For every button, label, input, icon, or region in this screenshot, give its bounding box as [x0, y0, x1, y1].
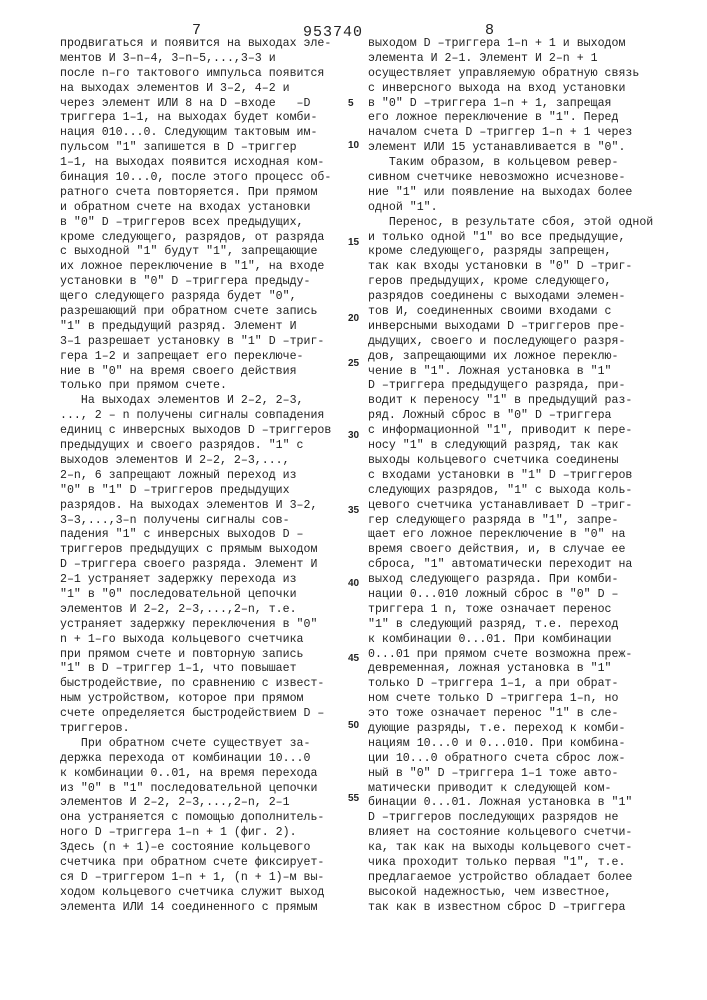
text-line: падения "1" с инверсных выходов D –	[60, 528, 331, 543]
text-line: быстродействие, по сравнению с извест-	[60, 677, 331, 692]
text-line: n + 1–го выхода кольцевого счетчика	[60, 633, 331, 648]
text-line: дов, запрещающими их ложное переклю-	[368, 350, 653, 365]
text-line: элементов И 2–2, 2–3,...,2–n, т.е.	[60, 603, 331, 618]
text-line: геров предыдущих, кроме следующего,	[368, 275, 653, 290]
text-line: в "0" D –триггера 1–n + 1, запрещая	[368, 97, 653, 112]
text-line: 0...01 при прямом счете возможна преж-	[368, 648, 653, 663]
text-line: разрешающий при обратном счете запись	[60, 305, 331, 320]
text-line: 3–3,...,3–n получены сигналы сов-	[60, 514, 331, 529]
line-number: 10	[348, 140, 359, 151]
text-line: Перенос, в результате сбоя, этой одной	[368, 216, 653, 231]
text-line: матически приводит к следующей ком-	[368, 782, 653, 797]
text-line: ходом кольцевого счетчика служит выход	[60, 886, 331, 901]
text-line: ряд. Ложный сброс в "0" D –триггера	[368, 409, 653, 424]
text-line: На выходах элементов И 2–2, 2–3,	[60, 394, 331, 409]
text-line: одной "1".	[368, 201, 653, 216]
text-line: из "0" в "1" последовательной цепочки	[60, 782, 331, 797]
text-line: 2–n, 6 запрещают ложный переход из	[60, 469, 331, 484]
text-line: при прямом счете и повторную запись	[60, 648, 331, 663]
text-line: ного D –триггера 1–n + 1 (фиг. 2).	[60, 826, 331, 841]
text-line: дыдущих, своего и последующего разря-	[368, 335, 653, 350]
text-line: с инверсного выхода на вход установки	[368, 82, 653, 97]
text-line: следующих разрядов, "1" с выхода коль-	[368, 484, 653, 499]
text-line: девременная, ложная установка в "1"	[368, 662, 653, 677]
text-line: носу "1" в следующий разряд, так как	[368, 439, 653, 454]
text-line: триггера 1 n, тоже означает перенос	[368, 603, 653, 618]
text-line: дующие разряды, т.е. переход к комби-	[368, 722, 653, 737]
text-line: к комбинации 0..01, на время перехода	[60, 767, 331, 782]
line-number: 35	[348, 505, 359, 516]
text-line: ции 10...0 обратного счета сброс лож-	[368, 752, 653, 767]
line-number: 40	[348, 578, 359, 589]
text-line: ном счете только D –триггера 1–n, но	[368, 692, 653, 707]
line-number: 20	[348, 313, 359, 324]
text-line: ратного счета повторяется. При прямом	[60, 186, 331, 201]
text-line: только D –триггера 1–1, а при обрат-	[368, 677, 653, 692]
text-line: с информационной "1", приводит к пере-	[368, 424, 653, 439]
text-line: время своего действия, и, в случае ее	[368, 543, 653, 558]
text-line: держка перехода от комбинации 10...0	[60, 752, 331, 767]
text-line: это тоже означает перенос "1" в сле-	[368, 707, 653, 722]
text-line: установки в "0" D –триггера предыду-	[60, 275, 331, 290]
text-line: ние "1" или появление на выходах более	[368, 186, 653, 201]
left-text-column	[60, 37, 331, 916]
text-line: ка, так как на выходы кольцевого счет-	[368, 841, 653, 856]
text-line: на выходах элементов И 3–2, 4–2 и	[60, 82, 331, 97]
text-line: триггеров предыдущих с прямым выходом	[60, 543, 331, 558]
text-line: осуществляет управляемую обратную связь	[368, 67, 653, 82]
text-line: бинация 10...0, после этого процесс об-	[60, 171, 331, 186]
text-line: щего следующего разряда будет "0",	[60, 290, 331, 305]
text-line: сивном счетчике невозможно исчезнове-	[368, 171, 653, 186]
text-line: гер следующего разряда в "1", запре-	[368, 514, 653, 529]
text-line: "1" в D –триггер 1–1, что повышает	[60, 662, 331, 677]
text-line: тов И, соединенных своими входами с	[368, 305, 653, 320]
text-line: элемент ИЛИ 15 устанавливается в "0".	[368, 141, 653, 156]
text-line: элементов И 2–2, 2–3,...,2–n, 2–1	[60, 796, 331, 811]
line-number: 30	[348, 430, 359, 441]
text-line: чение в "1". Ложная установка в "1"	[368, 365, 653, 380]
text-line: только при прямом счете.	[60, 379, 331, 394]
text-line: бинации 0...01. Ложная установка в "1"	[368, 796, 653, 811]
text-line: влияет на состояние кольцевого счетчи-	[368, 826, 653, 841]
text-line: кроме следующего, разрядов, от разряда	[60, 231, 331, 246]
text-line: к комбинации 0...01. При комбинации	[368, 633, 653, 648]
text-line: так как входы установки в "0" D –триг-	[368, 260, 653, 275]
text-line: разрядов соединены с выходами элемен-	[368, 290, 653, 305]
text-line: нация 010...0. Следующим тактовым им-	[60, 126, 331, 141]
text-line: элемента ИЛИ 14 соединенного с прямым	[60, 901, 331, 916]
text-line: ментов И 3–n–4, 3–n–5,...,3–3 и	[60, 52, 331, 67]
text-line: разрядов. На выходах элементов И 3–2,	[60, 499, 331, 514]
text-line: продвигаться и появится на выходах эле-	[60, 37, 331, 52]
text-line: инверсными выходами D –триггеров пре-	[368, 320, 653, 335]
text-line: "0" в "1" D –триггеров предыдущих	[60, 484, 331, 499]
text-line: нации 0...010 ложный сброс в "0" D –	[368, 588, 653, 603]
text-line: выходов элементов И 2–2, 2–3,...,	[60, 454, 331, 469]
text-line: При обратном счете существует за-	[60, 737, 331, 752]
text-line: D –триггера своего разряда. Элемент И	[60, 558, 331, 573]
text-line: 1–1, на выходах появится исходная ком-	[60, 156, 331, 171]
right-text-column	[368, 37, 653, 916]
text-line: предыдущих и своего разрядов. "1" с	[60, 439, 331, 454]
text-line: чика проходит только первая "1", т.е.	[368, 856, 653, 871]
line-number: 25	[348, 358, 359, 369]
text-line: D –триггеров последующих разрядов не	[368, 811, 653, 826]
text-line: 3–1 разрешает установку в "1" D –триг-	[60, 335, 331, 350]
text-line: единиц с инверсных выходов D –триггеров	[60, 424, 331, 439]
patent-number: 953740	[303, 24, 363, 41]
text-line: через элемент ИЛИ 8 на D –входе –D	[60, 97, 331, 112]
page-number-left: 7	[192, 22, 201, 39]
text-line: и обратном счете на входах установки	[60, 201, 331, 216]
text-line: Таким образом, в кольцевом ревер-	[368, 156, 653, 171]
text-line: водит к переносу "1" в предыдущий раз-	[368, 394, 653, 409]
text-line: "1" в "0" последовательной цепочки	[60, 588, 331, 603]
text-line: ным устройством, которое при прямом	[60, 692, 331, 707]
text-line: 2–1 устраняет задержку перехода из	[60, 573, 331, 588]
text-line: его ложное переключение в "1". Перед	[368, 111, 653, 126]
text-line: ..., 2 – n получены сигналы совпадения	[60, 409, 331, 424]
text-line: после n–го тактового импульса появится	[60, 67, 331, 82]
text-line: так как в известном сброс D –триггера	[368, 901, 653, 916]
text-line: пульсом "1" запишется в D –триггер	[60, 141, 331, 156]
text-line: гера 1–2 и запрещает его переключе-	[60, 350, 331, 365]
text-line: их ложное переключение в "1", на входе	[60, 260, 331, 275]
text-line: "1" в следующий разряд, т.е. переход	[368, 618, 653, 633]
text-line: выходы кольцевого счетчика соединены	[368, 454, 653, 469]
text-line: выход следующего разряда. При комби-	[368, 573, 653, 588]
text-line: и только одной "1" во все предыдущие,	[368, 231, 653, 246]
text-line: она устраняется с помощью дополнитель-	[60, 811, 331, 826]
text-line: цевого счетчика устанавливает D –триг-	[368, 499, 653, 514]
text-line: в "0" D –триггеров всех предыдущих,	[60, 216, 331, 231]
text-line: элемента И 2–1. Элемент И 2–n + 1	[368, 52, 653, 67]
text-line: триггеров.	[60, 722, 331, 737]
text-line: сброса, "1" автоматически переходит на	[368, 558, 653, 573]
text-line: кроме следующего, разряды запрещен,	[368, 245, 653, 260]
text-line: выходом D –триггера 1–n + 1 и выходом	[368, 37, 653, 52]
text-line: ние в "0" на время своего действия	[60, 365, 331, 380]
text-line: "1" в предыдущий разряд. Элемент И	[60, 320, 331, 335]
text-line: нациям 10...0 и 0...010. При комбина-	[368, 737, 653, 752]
text-line: с выходной "1" будут "1", запрещающие	[60, 245, 331, 260]
text-line: счете определяется быстродействием D –	[60, 707, 331, 722]
text-line: D –триггера предыдущего разряда, при-	[368, 379, 653, 394]
line-number: 45	[348, 653, 359, 664]
text-line: счетчика при обратном счете фиксирует-	[60, 856, 331, 871]
text-line: предлагаемое устройство обладает более	[368, 871, 653, 886]
text-line: началом счета D –триггер 1–n + 1 через	[368, 126, 653, 141]
line-number: 50	[348, 720, 359, 731]
text-line: устраняет задержку переключения в "0"	[60, 618, 331, 633]
page-number-right: 8	[485, 22, 494, 39]
text-line: триггера 1–1, на выходах будет комби-	[60, 111, 331, 126]
line-number: 5	[348, 98, 354, 109]
line-number: 55	[348, 793, 359, 804]
text-line: Здесь (n + 1)–е состояние кольцевого	[60, 841, 331, 856]
text-line: высокой надежностью, чем известное,	[368, 886, 653, 901]
text-line: ный в "0" D –триггера 1–1 тоже авто-	[368, 767, 653, 782]
text-line: щает его ложное переключение в "0" на	[368, 528, 653, 543]
text-line: с входами установки в "1" D –триггеров	[368, 469, 653, 484]
text-line: ся D –триггером 1–n + 1, (n + 1)–м вы-	[60, 871, 331, 886]
line-number: 15	[348, 237, 359, 248]
